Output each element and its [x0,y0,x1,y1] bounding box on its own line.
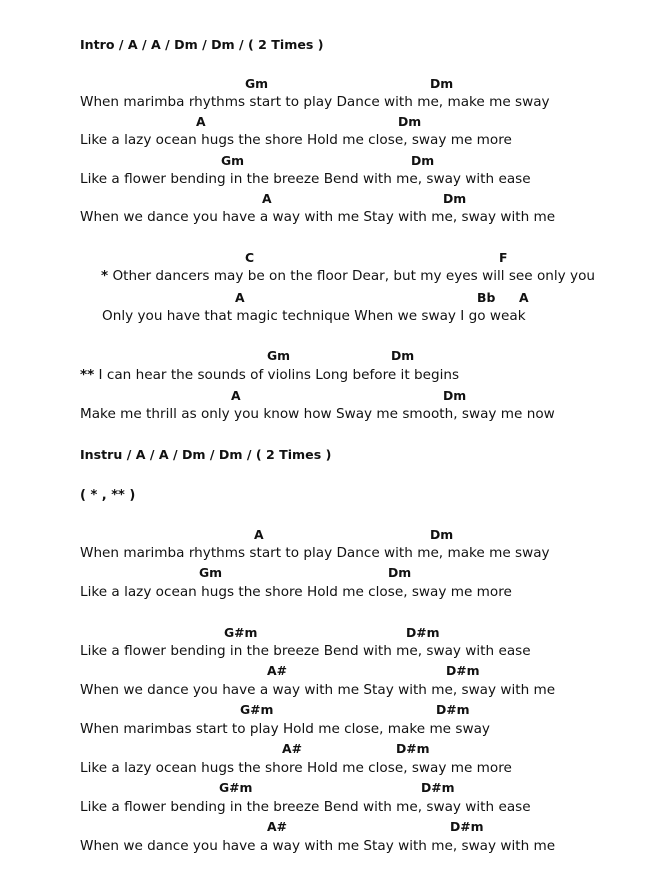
lyric-line: Like a lazy ocean hugs the shore Hold me close, sway me more [80,584,512,600]
chord: G#m [240,702,274,717]
chord: Dm [398,114,422,129]
instru-line: Instru / A / A / Dm / Dm / ( 2 Times ) [80,447,332,462]
chord: Gm [199,565,223,580]
chord: A [196,114,206,129]
chord: C [245,250,255,265]
chord: D#m [436,702,470,717]
chord: Bb [477,290,496,305]
lyric-line: Like a flower bending in the breeze Bend with me, sway with ease [80,799,531,815]
chord: F [499,250,508,265]
lyric-line: Like a lazy ocean hugs the shore Hold me close, sway me more [80,760,512,776]
lyric-line: Like a flower bending in the breeze Bend with me, sway with ease [80,171,531,187]
chord: A [519,290,529,305]
intro-line: Intro / A / A / Dm / Dm / ( 2 Times ) [80,37,324,52]
lyric-text: Other dancers may be on the floor Dear, but my eyes will see only you [112,268,596,284]
chord: D#m [446,663,480,678]
chord: G#m [224,625,258,640]
chord: Gm [267,348,291,363]
chord: A# [282,741,302,756]
chord: Dm [430,527,454,542]
lyric-line [101,270,595,284]
repeat-line: ( * , ** ) [80,488,136,503]
chord: Dm [430,76,454,91]
chord: G#m [219,780,253,795]
lyric-line: Like a lazy ocean hugs the shore Hold me close, sway me more [80,132,512,148]
chord: Dm [388,565,412,580]
chord: D#m [450,819,484,834]
chord: A# [267,663,287,678]
chord: Gm [221,153,245,168]
lyric-text: I can hear the sounds of violins Long before it begins [98,367,460,383]
chord: Gm [245,76,269,91]
section-marker: * [101,268,109,284]
section-marker: ** [80,367,95,383]
lyric-line: Only you have that magic technique When we sway I go weak [102,308,526,324]
lyric-line: Like a flower bending in the breeze Bend with me, sway with ease [80,643,531,659]
chord: D#m [421,780,455,795]
chord: A [262,191,272,206]
lyric-line: When marimba rhythms start to play Dance with me, make me sway [80,545,550,561]
lyric-line: When marimba rhythms start to play Dance with me, make me sway [80,94,550,110]
lyric-line: When marimbas start to play Hold me close, make me sway [80,721,490,737]
chord: Dm [411,153,435,168]
chord: A# [267,819,287,834]
chord: Dm [443,388,467,403]
chord: A [254,527,264,542]
chord: Dm [443,191,467,206]
chord: Dm [391,348,415,363]
chord: A [235,290,245,305]
chord: A [231,388,241,403]
lyric-line [80,369,459,383]
lyric-line: When we dance you have a way with me Stay with me, sway with me [80,209,556,225]
lyric-line: When we dance you have a way with me Stay with me, sway with me [80,682,556,698]
chord: D#m [406,625,440,640]
lyric-line: Make me thrill as only you know how Sway me smooth, sway me now [80,406,555,422]
chord: D#m [396,741,430,756]
lyric-line: When we dance you have a way with me Stay with me, sway with me [80,838,556,854]
